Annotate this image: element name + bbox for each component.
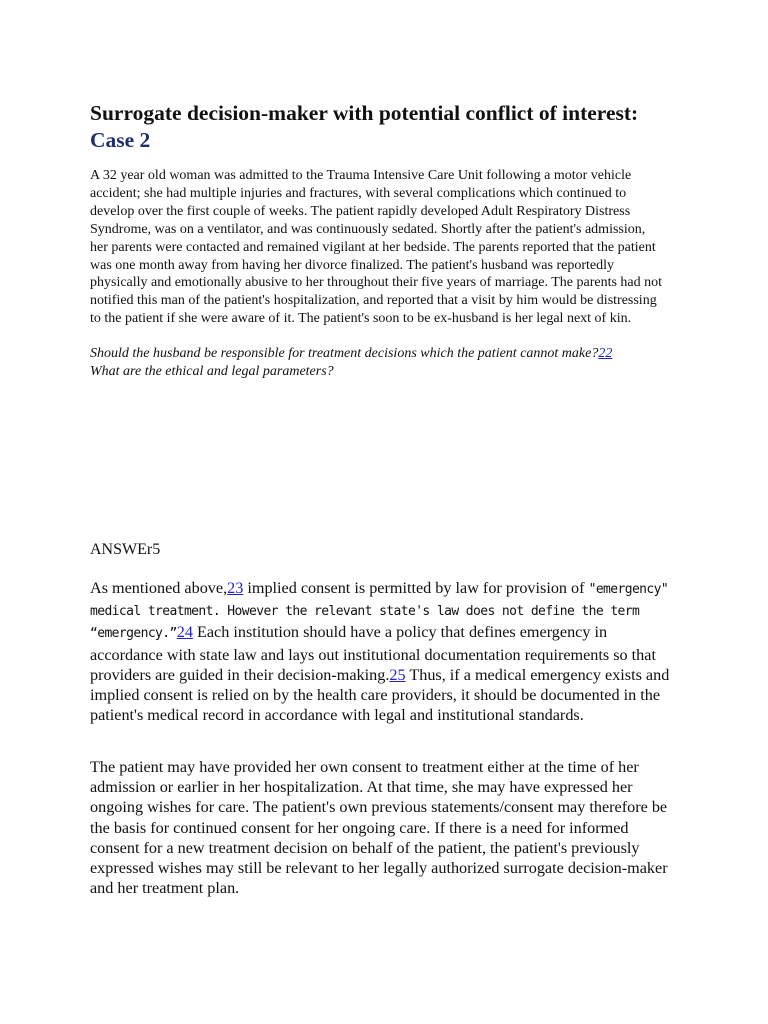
reference-link-25[interactable]: 25 xyxy=(389,665,406,684)
answer-p1-text-3: Each institution should have a policy that defines emergency in accordance with state law and lays out institutional documentation requirements so that providers are guided in their decision-making. xyxy=(90,623,656,684)
case-question xyxy=(90,345,690,381)
answer-paragraph-2: The patient may have provided her own consent to treatment either at the time of her admission or earlier in her hospitalization. At that time, she may have expressed her ongoing wishes for care. The patient's own previous statements/consent may therefore be the basis for continued consent for her ongoing care. If there is a need for informed consent for a new treatment decision on behalf of the patient, the patient's previously expressed wishes may still be relevant to her legally authorized surrogate decision-maker and her treatment plan. xyxy=(90,758,668,898)
answer-paragraph-1 xyxy=(90,578,680,725)
title-case-label: Case 2 xyxy=(90,128,151,152)
reference-link-23[interactable]: 23 xyxy=(227,579,244,597)
document-title xyxy=(90,100,690,154)
document-page xyxy=(90,100,690,898)
answer-p1-text-2: implied consent is permitted by law for provision of xyxy=(243,579,589,597)
reference-link-24[interactable]: 24 xyxy=(176,623,193,642)
answer-heading: ANSWEr5 xyxy=(90,541,161,558)
question-text-1: Should the husband be responsible for treatment decisions which the patient cannot make? xyxy=(90,346,599,362)
case-description-paragraph: A 32 year old woman was admitted to the Trauma Intensive Care Unit following a motor vehicle accident; she had multiple injuries and fractures, with several complications which continued to develop over the first couple of weeks. The patient rapidly developed Adult Respiratory Distress Syndrome, was on a ventilator, and was continuously sedated. Shortly after the patient's admission, her parents were contacted and remained vigilant at her bedside. The parents reported that the patient was one month away from having her divorce finalized. The patient's husband was reportedly physically and emotionally abusive to her throughout their five years of marriage. The parents had not notified this man of the patient's hospitalization, and reported that a visit by him would be distressing to the patient if she were aware of it. The patient's soon to be ex-husband is her legal next of kin. xyxy=(90,168,663,327)
answer-p1-mono-text: "emergency" medical treatment. However the relevant state's law does not define the term “emergency.” xyxy=(90,582,669,642)
answer-p1-text-4: Thus, if a medical emergency exists and implied consent is relied on by the health care providers, it should be documented in the patient's medical record in accordance with legal and institutional standards. xyxy=(90,665,670,725)
reference-link-22[interactable]: 22 xyxy=(598,346,613,362)
title-line-1: Surrogate decision-maker with potential conflict of interest: xyxy=(90,101,639,125)
answer-p1-text-1: As mentioned above, xyxy=(90,579,228,597)
question-text-2: What are the ethical and legal parameters? xyxy=(90,364,334,380)
